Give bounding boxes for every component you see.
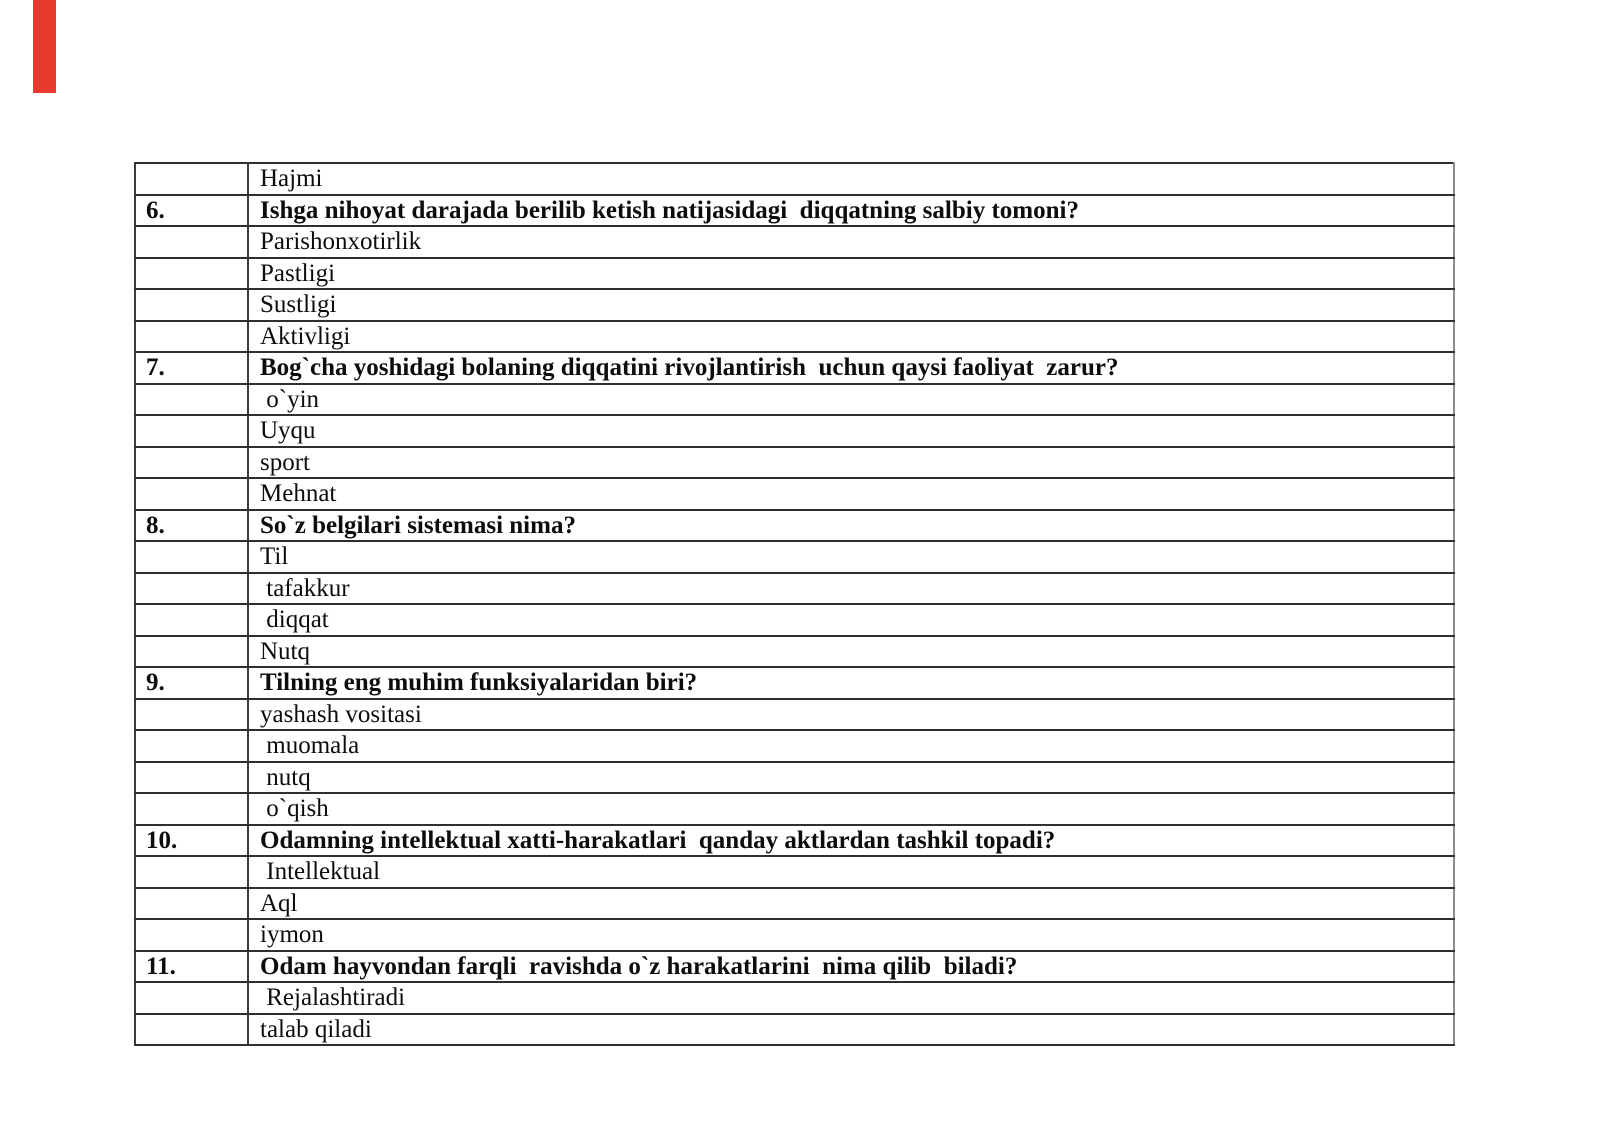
row-number-cell: 11.	[135, 951, 248, 983]
answer-cell: Hajmi	[248, 163, 1454, 195]
answer-row	[135, 636, 1454, 668]
row-number-cell	[135, 730, 248, 762]
answer-row	[135, 289, 1454, 321]
row-number-cell	[135, 573, 248, 605]
answer-cell: Nutq	[248, 636, 1454, 668]
question-cell: Bog`cha yoshidagi bolaning diqqatini rivojlantirish uchun qaysi faoliyat zarur?	[248, 352, 1454, 384]
row-number-cell	[135, 163, 248, 195]
question-row	[135, 667, 1454, 699]
quiz-table	[134, 162, 1455, 1046]
answer-cell: Rejalashtiradi	[248, 982, 1454, 1014]
row-number-cell	[135, 762, 248, 794]
answer-row	[135, 447, 1454, 479]
row-number-cell	[135, 604, 248, 636]
row-number-cell: 10.	[135, 825, 248, 857]
answer-row	[135, 762, 1454, 794]
row-number-cell	[135, 541, 248, 573]
row-number-cell	[135, 793, 248, 825]
answer-cell: Uyqu	[248, 415, 1454, 447]
answer-row	[135, 856, 1454, 888]
question-row	[135, 510, 1454, 542]
row-number-cell	[135, 226, 248, 258]
answer-cell: Pastligi	[248, 258, 1454, 290]
answer-cell: nutq	[248, 762, 1454, 794]
answer-cell: tafakkur	[248, 573, 1454, 605]
question-row	[135, 951, 1454, 983]
answer-cell: Mehnat	[248, 478, 1454, 510]
answer-cell: Aql	[248, 888, 1454, 920]
answer-row	[135, 919, 1454, 951]
answer-cell: muomala	[248, 730, 1454, 762]
answer-row	[135, 226, 1454, 258]
answer-cell: Aktivligi	[248, 321, 1454, 353]
row-number-cell	[135, 258, 248, 290]
row-number-cell: 6.	[135, 195, 248, 227]
row-number-cell	[135, 982, 248, 1014]
answer-cell: talab qiladi	[248, 1014, 1454, 1046]
answer-row	[135, 604, 1454, 636]
row-number-cell	[135, 478, 248, 510]
red-marker-bar	[33, 0, 56, 93]
answer-row	[135, 415, 1454, 447]
answer-cell: Intellektual	[248, 856, 1454, 888]
row-number-cell	[135, 321, 248, 353]
answer-cell: Parishonxotirlik	[248, 226, 1454, 258]
answer-row	[135, 1014, 1454, 1046]
question-row	[135, 352, 1454, 384]
row-number-cell	[135, 636, 248, 668]
answer-row	[135, 321, 1454, 353]
answer-cell: o`yin	[248, 384, 1454, 416]
question-row	[135, 825, 1454, 857]
answer-row	[135, 573, 1454, 605]
answer-row	[135, 541, 1454, 573]
answer-row	[135, 793, 1454, 825]
answer-row	[135, 478, 1454, 510]
row-number-cell	[135, 888, 248, 920]
row-number-cell	[135, 699, 248, 731]
question-cell: Odamning intellektual xatti-harakatlari qanday aktlardan tashkil topadi?	[248, 825, 1454, 857]
answer-row	[135, 163, 1454, 195]
row-number-cell	[135, 856, 248, 888]
answer-row	[135, 982, 1454, 1014]
row-number-cell: 7.	[135, 352, 248, 384]
answer-cell: sport	[248, 447, 1454, 479]
answer-cell: diqqat	[248, 604, 1454, 636]
answer-row	[135, 384, 1454, 416]
question-cell: Tilning eng muhim funksiyalaridan biri?	[248, 667, 1454, 699]
row-number-cell	[135, 384, 248, 416]
answer-cell: o`qish	[248, 793, 1454, 825]
question-cell: Odam hayvondan farqli ravishda o`z harakatlarini nima qilib biladi?	[248, 951, 1454, 983]
question-cell: So`z belgilari sistemasi nima?	[248, 510, 1454, 542]
row-number-cell	[135, 447, 248, 479]
row-number-cell	[135, 919, 248, 951]
answer-row	[135, 730, 1454, 762]
answer-cell: iymon	[248, 919, 1454, 951]
answer-row	[135, 888, 1454, 920]
row-number-cell	[135, 1014, 248, 1046]
answer-cell: yashash vositasi	[248, 699, 1454, 731]
question-row	[135, 195, 1454, 227]
answer-row	[135, 258, 1454, 290]
row-number-cell: 9.	[135, 667, 248, 699]
answer-row	[135, 699, 1454, 731]
answer-cell: Til	[248, 541, 1454, 573]
row-number-cell	[135, 415, 248, 447]
row-number-cell: 8.	[135, 510, 248, 542]
question-cell: Ishga nihoyat darajada berilib ketish natijasidagi diqqatning salbiy tomoni?	[248, 195, 1454, 227]
row-number-cell	[135, 289, 248, 321]
answer-cell: Sustligi	[248, 289, 1454, 321]
